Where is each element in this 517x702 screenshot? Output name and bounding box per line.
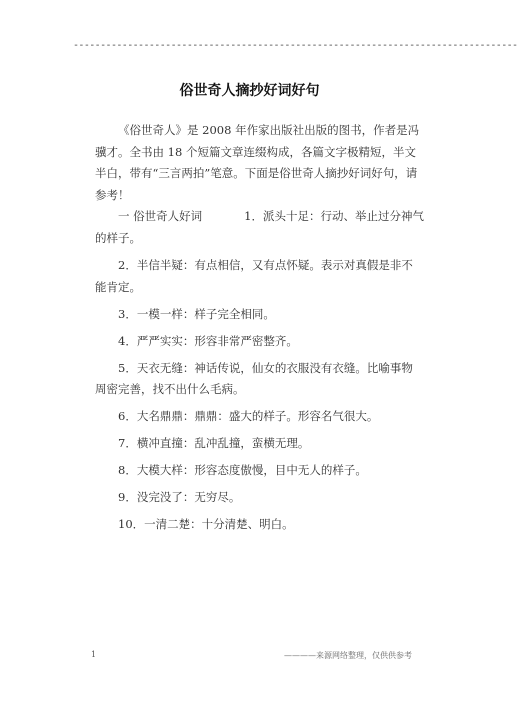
document-body	[95, 120, 424, 541]
document-title: 俗世奇人摘抄好词好句	[179, 83, 320, 99]
entry-item: 7．横冲直撞：乱冲乱撞，蛮横无理。	[118, 436, 310, 451]
header-dashed-rule: ----------------------------------------------------------------------------------	[73, 40, 517, 51]
entry-item: 5．天衣无缝：神话传说，仙女的衣服没有衣缝。比喻事物周密完善，找不出什么毛病。	[95, 360, 413, 397]
entry-item: 9．没完没了：无穷尽。	[118, 490, 241, 505]
entry-item: 2．半信半疑：有点相信，又有点怀疑。表示对真假是非不能肯定。	[95, 257, 413, 294]
footer-page-number: 1	[91, 650, 97, 659]
footer-source-note: ————来源网络整理，仅供供参考	[284, 651, 412, 660]
entry-item: 6．大名鼎鼎：鼎鼎：盛大的样子。形容名气很大。	[118, 409, 379, 424]
entry-item: 1．派头十足：行动、举止过分神气的样子。	[95, 209, 424, 245]
entry-item: 8．大模大样：形容态度傲慢，目中无人的样子。	[118, 463, 367, 478]
entry-item: 4．严严实实：形容非常严密整齐。	[118, 333, 298, 348]
section-heading: 一 俗世奇人好词	[118, 209, 203, 224]
section-heading-line	[95, 206, 424, 249]
entry-item: 10．一清二楚：十分清楚、明白。	[118, 517, 294, 532]
entry-item: 3．一模一样：样子完全相同。	[118, 306, 275, 321]
intro-paragraph: 《俗世奇人》是 2008 年作家出版社出版的图书，作者是冯骥才。全书由 18 个短篇文章连缀构成，各篇文字极精短，半文半白，带有“三言两拍”笔意。下面是俗世奇人摘抄好词好句，请参考！	[95, 123, 420, 202]
